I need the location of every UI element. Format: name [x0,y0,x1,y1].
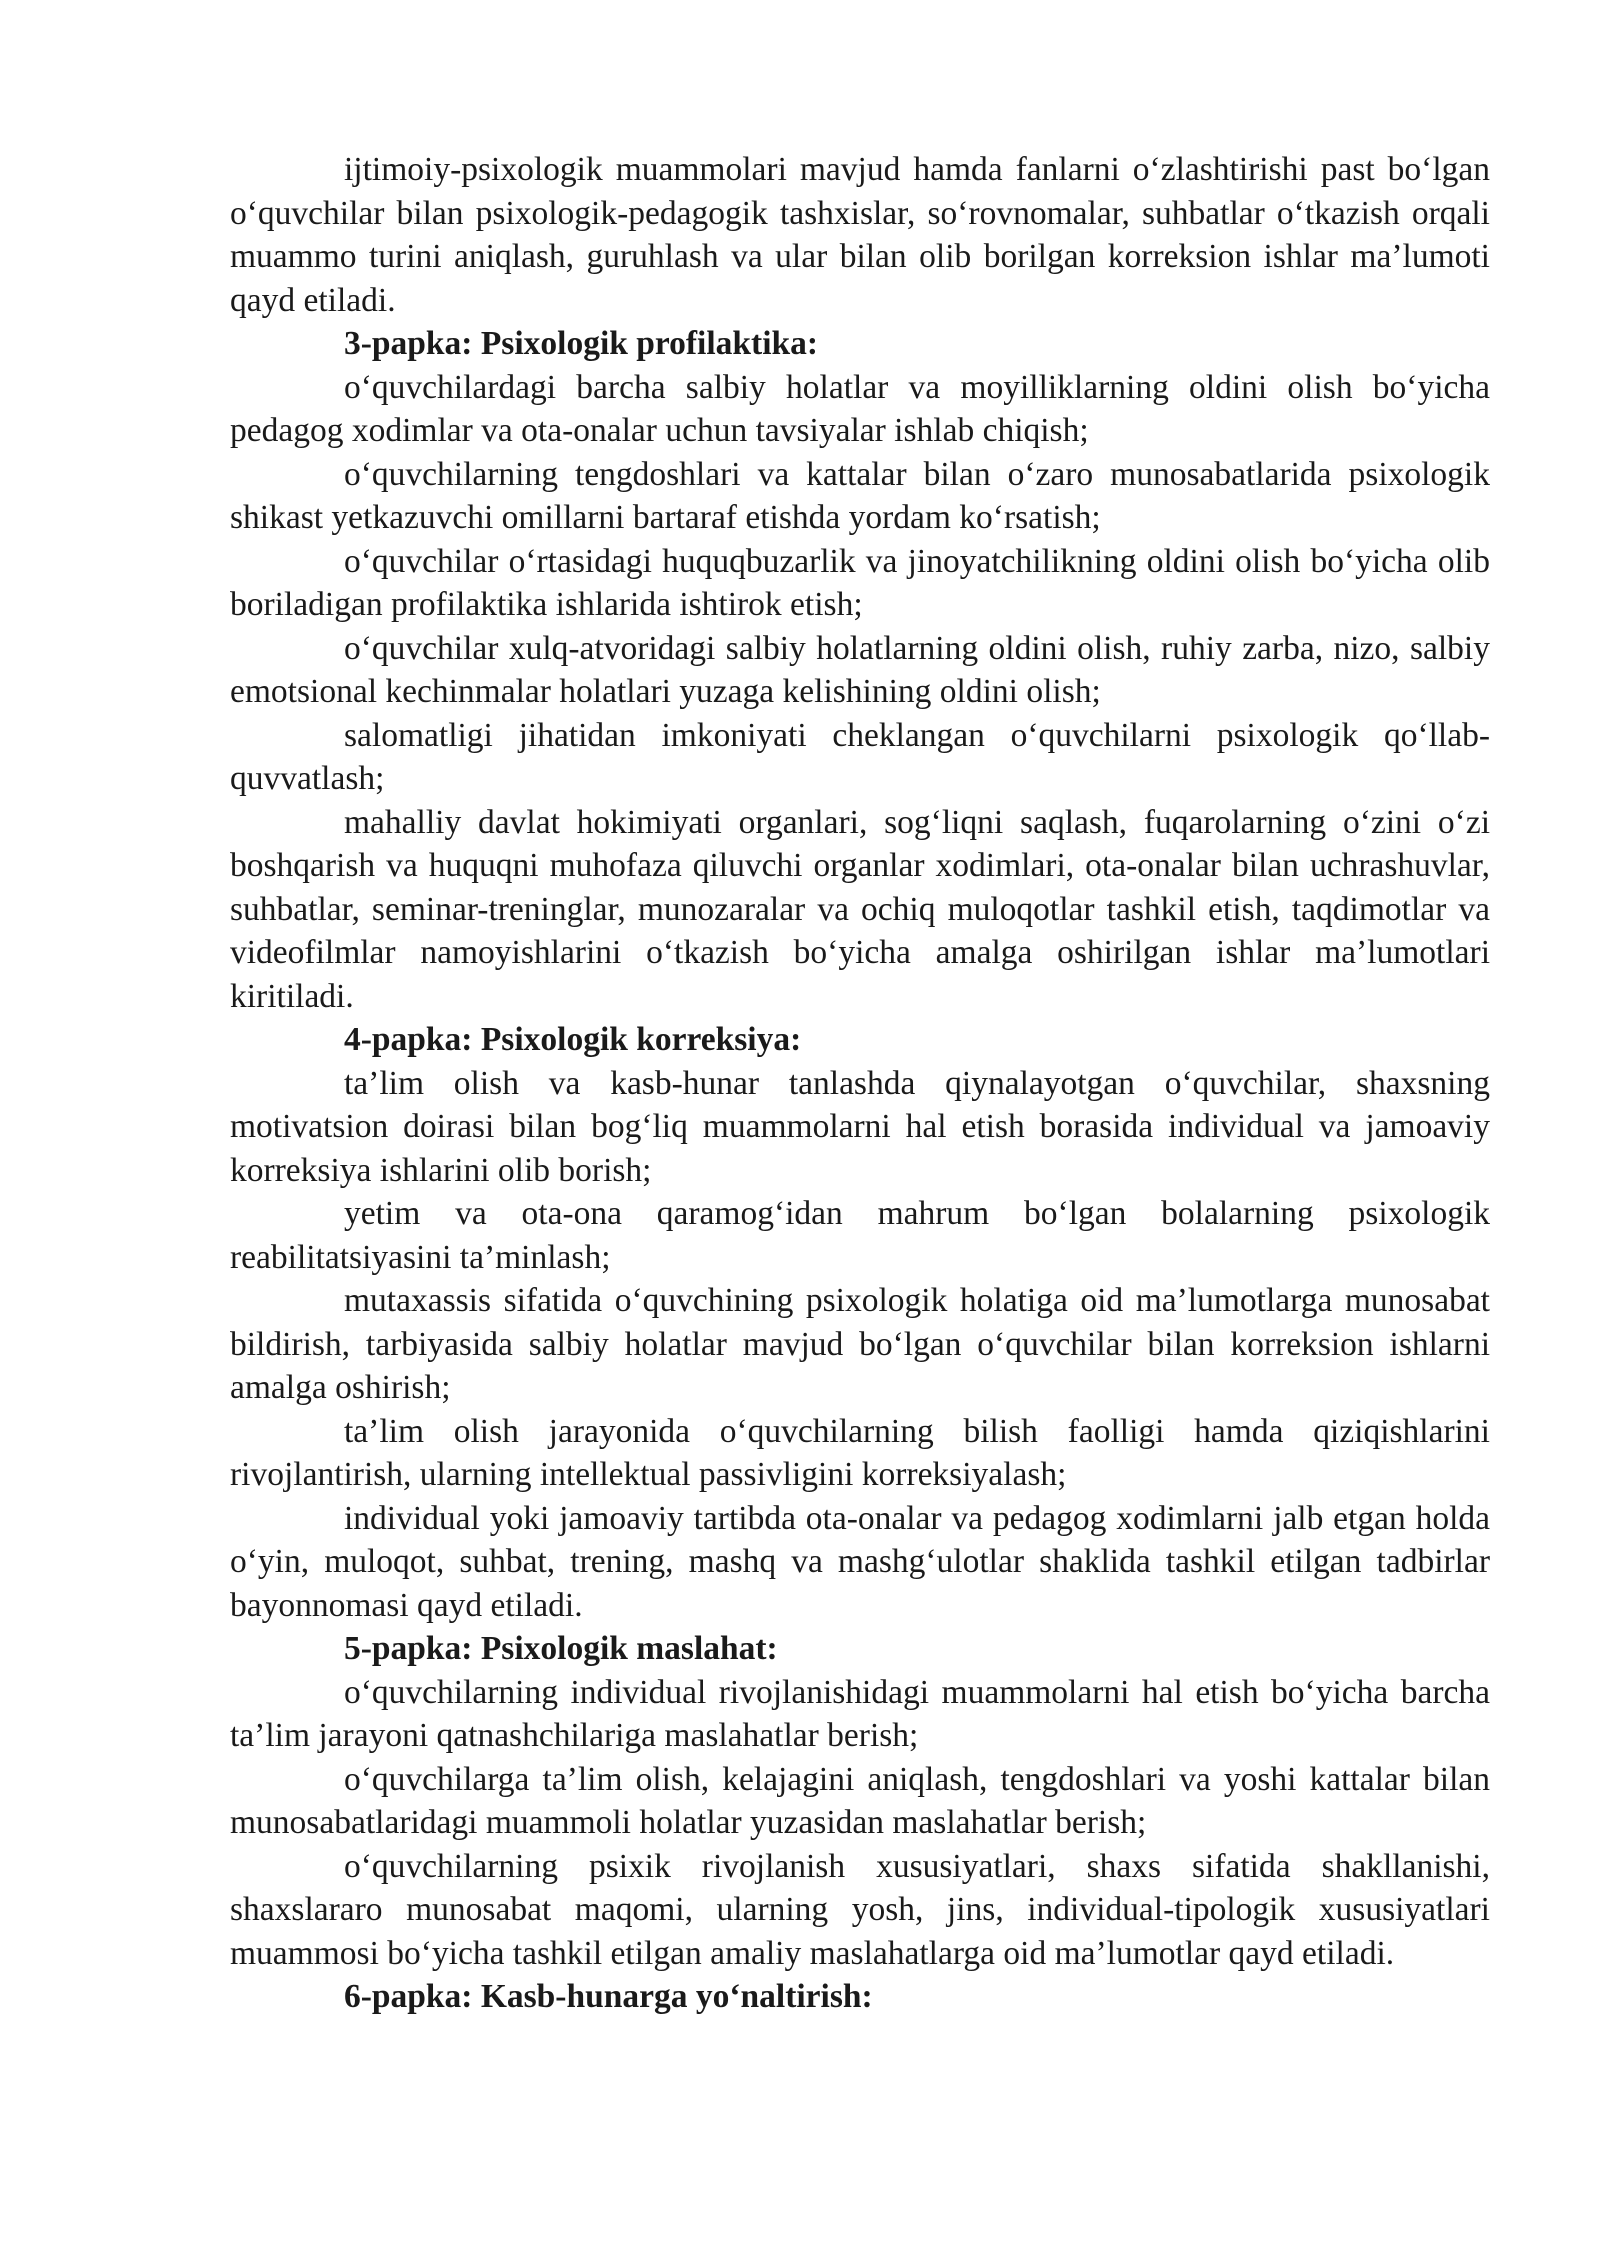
paragraph: o‘quvchilarning tengdoshlari va kattalar bilan o‘zaro munosabatlarida psixologik shikast yetkazuvchi omillarni bartaraf etishda yordam ko‘rsatish; [230,455,1490,536]
paragraph: o‘quvchilardagi barcha salbiy holatlar va moyilliklarning oldini olish bo‘yicha pedagog xodimlar va ota-onalar uchun tavsiyalar ishlab chiqish; [230,368,1490,449]
section-heading-4: 4-papka: Psixologik korreksiya: [344,1021,802,1058]
paragraph: o‘quvchilarning individual rivojlanishidagi muammolarni hal etish bo‘yicha barcha ta’lim jarayoni qatnashchilariga maslahatlar berish; [230,1673,1490,1754]
paragraph: yetim va ota-ona qaramog‘idan mahrum bo‘lgan bolalarning psixologik reabilitatsiyasini ta’minlash; [230,1195,1490,1276]
section-heading-5: 5-papka: Psixologik maslahat: [344,1630,778,1667]
paragraph: o‘quvchilar o‘rtasidagi huquqbuzarlik va jinoyatchilikning oldini olish bo‘yicha olib boriladigan profilaktika ishlarida ishtirok etish; [230,542,1490,623]
paragraph: ijtimoiy-psixologik muammolari mavjud hamda fanlarni o‘zlashtirishi past bo‘lgan o‘quvchilar bilan psixologik-pedagogik tashxislar, so‘rovnomalar, suhbatlar o‘tkazish orqali muammo turini aniqlash, guruhlash va ular bilan olib borilgan korreksion ishlar ma’lumoti qayd etiladi. [230,151,1490,319]
paragraph: o‘quvchilarga ta’lim olish, kelajagini aniqlash, tengdoshlari va yoshi kattalar bilan munosabatlaridagi muammoli holatlar yuzasidan maslahatlar berish; [230,1760,1490,1841]
paragraph: mahalliy davlat hokimiyati organlari, sog‘liqni saqlash, fuqarolarning o‘zini o‘zi boshqarish va huquqni muhofaza qiluvchi organlar xodimlari, ota-onalar bilan uchrashuvlar, suhbatlar, seminar-treninglar, munozaralar va ochiq muloqotlar tashkil etish, taqdimotlar va videofilmlar namoyishlarini o‘tkazish bo‘yicha amalga oshirilgan ishlar ma’lumotlari kiritiladi. [230,803,1490,1015]
paragraph: mutaxassis sifatida o‘quvchining psixologik holatiga oid ma’lumotlarga munosabat bildirish, tarbiyasida salbiy holatlar mavjud bo‘lgan o‘quvchilar bilan korreksion ishlarni amalga oshirish; [230,1282,1490,1406]
section-heading-3: 3-papka: Psixologik profilaktika: [344,325,819,362]
document-page [230,148,1490,2019]
paragraph: salomatligi jihatidan imkoniyati cheklangan o‘quvchilarni psixologik qo‘llab-quvvatlash; [230,716,1490,797]
paragraph: o‘quvchilarning psixik rivojlanish xususiyatlari, shaxs sifatida shakllanishi, shaxslararo munosabat maqomi, ularning yosh, jins, individual-tipologik xususiyatlari muammosi bo‘yicha tashkil etilgan amaliy maslahatlarga oid ma’lumotlar qayd etiladi. [230,1847,1490,1972]
paragraph: ta’lim olish va kasb-hunar tanlashda qiynalayotgan o‘quvchilar, shaxsning motivatsion doirasi bilan bog‘liq muammolarni hal etish borasida individual va jamoaviy korreksiya ishlarini olib borish; [230,1064,1490,1189]
paragraph: o‘quvchilar xulq-atvoridagi salbiy holatlarning oldini olish, ruhiy zarba, nizo, salbiy emotsional kechinmalar holatlari yuzaga kelishining oldini olish; [230,629,1490,710]
section-heading-6: 6-papka: Kasb-hunarga yo‘naltirish: [344,1978,873,2015]
paragraph: ta’lim olish jarayonida o‘quvchilarning bilish faolligi hamda qiziqishlarini rivojlantirish, ularning intellektual passivligini korreksiyalash; [230,1412,1490,1493]
paragraph: individual yoki jamoaviy tartibda ota-onalar va pedagog xodimlarni jalb etgan holda o‘yin, muloqot, suhbat, trening, mashq va mashg‘ulotlar shaklida tashkil etilgan tadbirlar bayonnomasi qayd etiladi. [230,1499,1490,1624]
